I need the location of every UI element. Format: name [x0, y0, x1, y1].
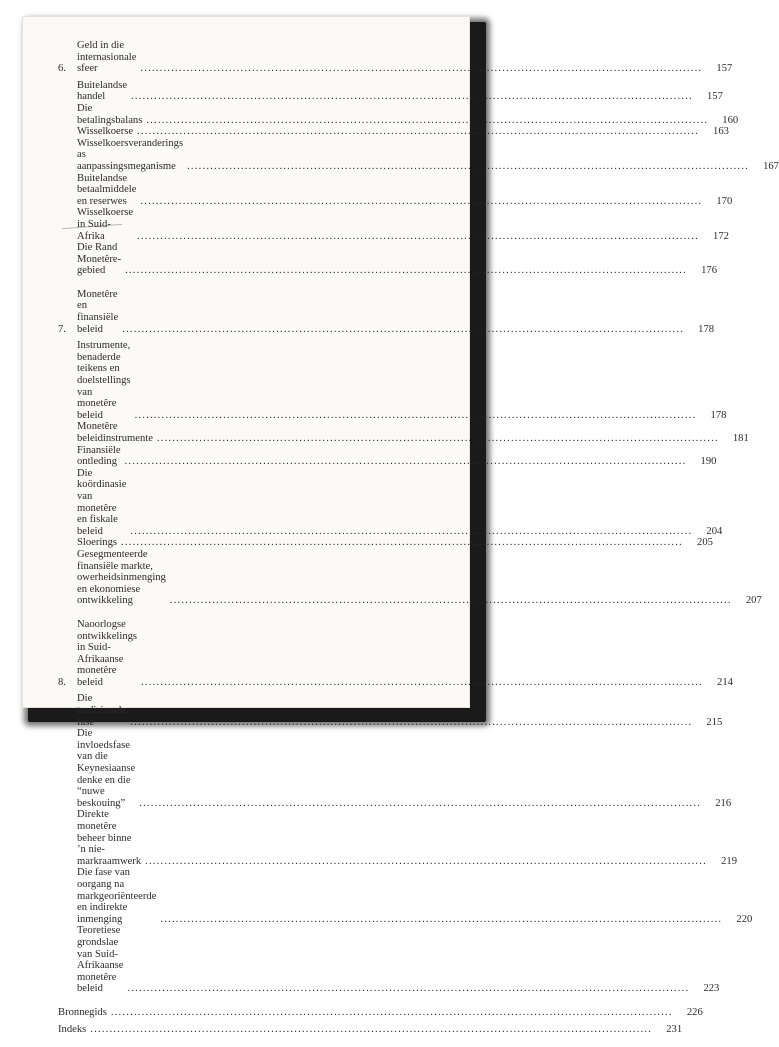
chapter-number: 8.: [58, 676, 66, 688]
entry-title: Finansiële ontleding: [77, 444, 121, 468]
toc-entry[interactable]: [58, 467, 723, 538]
entry-title: Wisselkoersveranderings as aanpassingsmeganisme: [77, 137, 184, 172]
page-number: 204: [706, 525, 723, 537]
toc-entry[interactable]: [58, 867, 753, 925]
entry-title: Gesegmenteerde finansiële markte, owerheidsinmenging en ekonomiese ontwikkeling: [77, 548, 166, 607]
page-number: 181: [732, 433, 749, 444]
entry-title: Die betalingsbalans: [77, 102, 143, 126]
toc-entry[interactable]: [58, 548, 762, 607]
toc-entry[interactable]: [58, 537, 713, 549]
leader-dots: [137, 231, 699, 243]
toc-entry[interactable]: [58, 172, 733, 208]
page-number: 216: [715, 797, 732, 809]
entry-title: Buitelandse handel: [77, 79, 128, 103]
toc-entry-bronnegids[interactable]: [58, 1006, 703, 1019]
entry-title: Teoretiese grondslae van Suid-Afrikaanse monetêre beleid: [77, 925, 124, 995]
toc-entry[interactable]: [58, 444, 717, 468]
leader-dots: [170, 595, 732, 607]
leader-dots: [131, 91, 693, 103]
entry-title: Bronnegids: [58, 1006, 107, 1018]
toc-section-7: [58, 288, 762, 607]
page-number: 214: [717, 676, 733, 688]
leader-dots: [146, 115, 708, 127]
leader-dots: [90, 1024, 652, 1036]
page-number: 215: [706, 716, 723, 728]
entry-title: Wisselkoerse: [77, 126, 134, 138]
leader-dots: [187, 161, 749, 173]
page-number: 205: [697, 537, 713, 549]
leader-dots: [130, 526, 692, 538]
toc-entry[interactable]: [58, 126, 729, 138]
toc-entry[interactable]: [58, 809, 737, 867]
entry-title: Buitelandse betaalmiddele en reserwes: [77, 172, 137, 207]
page-number: 160: [722, 114, 739, 126]
leader-dots: [111, 1007, 673, 1019]
toc-entry-indeks[interactable]: [58, 1023, 683, 1036]
page-number: 223: [703, 983, 720, 995]
page-number: 178: [698, 323, 715, 335]
leader-dots: [157, 433, 719, 445]
page-number: 167: [763, 160, 779, 172]
leader-dots: [140, 196, 702, 208]
toc-entry[interactable]: [58, 102, 739, 126]
chapter-number: 7.: [58, 323, 66, 335]
leader-dots: [130, 717, 692, 729]
leader-dots: [127, 983, 689, 995]
entry-title: Die koördinasie van monetêre en fiskale beleid: [77, 467, 127, 537]
entry-title: Direkte monetêre beheer binne ’n nie-markraamwerk: [77, 809, 142, 867]
page-number: 178: [710, 409, 727, 421]
page-number: 190: [700, 456, 717, 468]
toc-entry[interactable]: [58, 421, 749, 444]
toc-section-6: [58, 40, 779, 277]
leader-dots: [145, 856, 707, 868]
entry-title: Sloerings: [77, 537, 118, 549]
page-number: 207: [745, 595, 762, 607]
leader-dots: [141, 677, 703, 689]
toc-entry[interactable]: [58, 242, 717, 277]
page-number: 163: [713, 126, 729, 138]
entry-title: Instrumente, benaderde teikens en doelstellings van monetêre beleid: [77, 340, 131, 421]
toc-entry[interactable]: [58, 728, 732, 809]
leader-dots: [160, 914, 722, 926]
leader-dots: [135, 410, 697, 422]
page-number: 172: [713, 230, 729, 242]
page-number: 157: [716, 63, 733, 75]
leader-dots: [121, 537, 683, 549]
entry-title: Indeks: [58, 1023, 87, 1035]
chapter-title: Geld in die internasionale sfeer: [77, 40, 137, 75]
leader-dots: [125, 456, 687, 468]
entry-title: Die tradisionele fase: [77, 693, 127, 728]
leader-dots: [125, 265, 687, 277]
toc-entry[interactable]: [58, 79, 723, 103]
page-number: 226: [686, 1006, 703, 1018]
chapter-title: Naoorlogse ontwikkelings in Suid-Afrikaanse monetêre beleid: [77, 618, 138, 688]
entry-title: Wisselkoerse in Suid-Afrika: [77, 207, 134, 242]
leader-dots: [140, 63, 702, 75]
toc-section-8: [58, 618, 753, 995]
toc-entry[interactable]: [58, 340, 727, 421]
toc-entry[interactable]: [58, 925, 720, 995]
leader-dots: [137, 126, 699, 138]
toc-chapter-8[interactable]: [58, 618, 733, 689]
page-number: 219: [721, 855, 737, 867]
entry-title: Die invloedsfase van die Keynesiaanse denke en die “nuwe beskouing”: [77, 728, 136, 809]
toc-entry[interactable]: [58, 693, 723, 728]
entry-title: Monetêre beleidinstrumente: [77, 421, 153, 444]
leader-dots: [139, 798, 701, 810]
entry-title: Die fase van oorgang na markgeoriënteerde en indirekte inmenging: [77, 867, 157, 925]
toc-entry[interactable]: [58, 137, 779, 173]
page-number: 170: [716, 195, 733, 207]
chapter-title: Monetêre en finansiële beleid: [77, 288, 119, 335]
page-number: 231: [666, 1023, 683, 1035]
page-number: 157: [707, 91, 723, 103]
toc-chapter-6[interactable]: [58, 40, 733, 75]
toc-back-matter: [58, 1006, 703, 1035]
table-of-contents: [58, 40, 779, 1047]
leader-dots: [122, 324, 684, 336]
toc-chapter-7[interactable]: [58, 288, 715, 335]
entry-title: Die Rand Monetêre-gebied: [77, 242, 122, 277]
page-number: 220: [736, 913, 753, 925]
page-number: 176: [701, 265, 717, 277]
chapter-number: 6.: [58, 63, 66, 75]
toc-entry[interactable]: [58, 207, 729, 242]
